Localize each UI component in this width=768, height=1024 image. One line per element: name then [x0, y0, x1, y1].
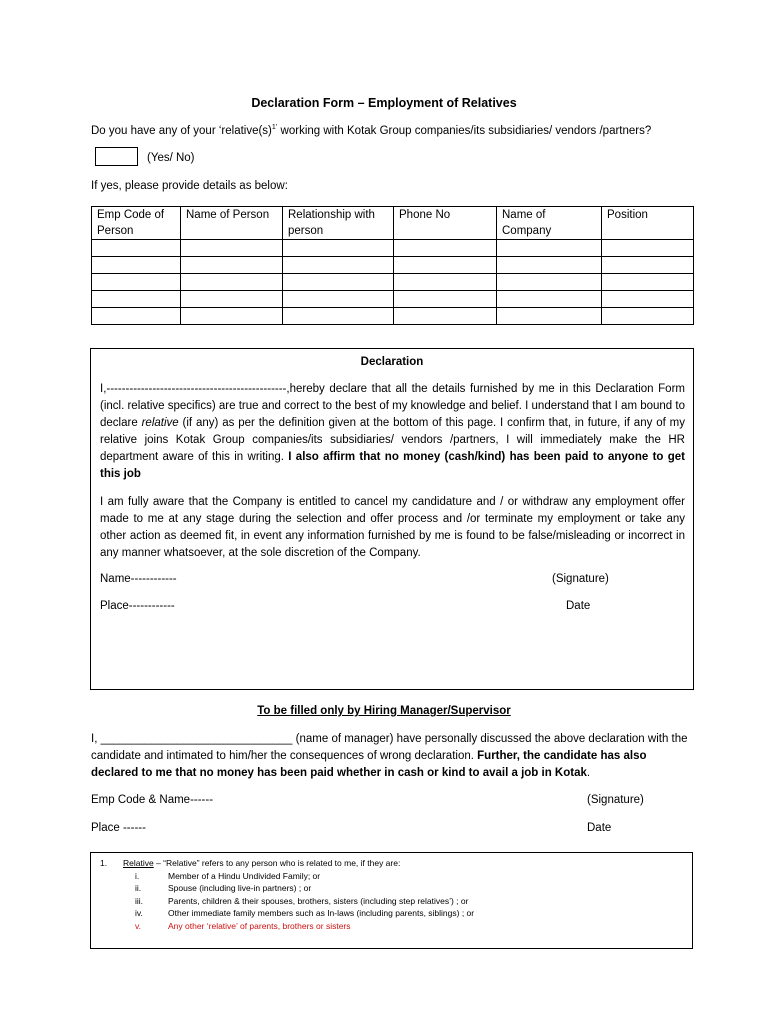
header-phone: Phone No: [394, 207, 497, 240]
footnote-item: [135, 870, 320, 883]
header-relationship: Relationship with person: [283, 207, 394, 240]
table-cell[interactable]: [181, 308, 283, 325]
yes-no-input-box[interactable]: [95, 147, 138, 166]
table-cell[interactable]: [394, 274, 497, 291]
header-emp-code: Emp Code of Person: [92, 207, 181, 240]
table-cell[interactable]: [92, 291, 181, 308]
footnote-roman: v.: [135, 920, 141, 931]
table-cell[interactable]: [394, 240, 497, 257]
table-cell[interactable]: [497, 274, 602, 291]
hm-paragraph-start: I, ______________________________ (name of manager) have personally discussed the above declaration with the candidate and intimated to him/her the consequences of wrong declaration.: [91, 733, 688, 762]
declaration-p1-bold: I also affirm that no money (cash/kind) has been paid to anyone to get this job: [100, 451, 685, 480]
hiring-manager-title: To be filled only by Hiring Manager/Supervisor: [257, 705, 511, 717]
footnote-item: [135, 882, 311, 895]
footnote-item-text: Any other ‘relative’ of parents, brothers or sisters: [168, 920, 351, 931]
footnote-item-text: Member of a Hindu Undivided Family; or: [168, 870, 321, 881]
declaration-signature-field[interactable]: (Signature): [552, 573, 609, 585]
relatives-question: [91, 124, 651, 137]
table-row: [92, 308, 694, 325]
declaration-box: [90, 348, 694, 690]
table-row: [92, 291, 694, 308]
footnote-roman: iv.: [135, 908, 143, 918]
table-cell[interactable]: [394, 308, 497, 325]
footnote-roman: i.: [135, 870, 140, 881]
footnote-item-text: Other immediate family members such as In-laws (including parents, siblings) ; or: [168, 908, 475, 918]
footnote-item: [135, 920, 351, 933]
if-yes-instruction: If yes, please provide details as below:: [91, 180, 288, 192]
header-name: Name of Person: [181, 207, 283, 240]
declaration-paragraph-2: I am fully aware that the Company is entitled to cancel my candidature and / or withdraw any employment offer made to me at any stage during the selection and offer process and /or terminate my employment or take any other action as deemed fit, in event any information furnished by me is found to be false/misleading or incorrect in any manner whatsoever, at the sole discretion of the Company.: [100, 496, 685, 559]
table-row: [92, 240, 694, 257]
table-cell[interactable]: [181, 240, 283, 257]
table-cell[interactable]: [92, 257, 181, 274]
footnote-item: [135, 907, 474, 920]
footnote-number: 1.: [100, 858, 108, 868]
declaration-title: Declaration: [360, 356, 424, 368]
relatives-table: [91, 206, 694, 325]
hm-paragraph-bold: Further, the candidate has also declared to me that no money has been paid whether in cash or kind to avail a job in Kotak: [91, 750, 647, 779]
declaration-p1-start: I,-----------------------------------------------,hereby declare that all the details furnished by me in this Declaration Form (incl. relative specifics) are true and correct to the best of my knowledge and belief. I understand that I am bound to declare: [100, 383, 685, 429]
table-cell[interactable]: [283, 240, 394, 257]
hm-emp-code-field[interactable]: Emp Code & Name------: [91, 794, 214, 806]
declaration-place-field[interactable]: Place------------: [100, 600, 175, 612]
header-position: Position: [602, 207, 694, 240]
table-row: [92, 274, 694, 291]
table-cell[interactable]: [602, 308, 694, 325]
hm-date-field[interactable]: Date: [587, 822, 612, 834]
table-cell[interactable]: [92, 240, 181, 257]
footnote-term: Relative: [123, 858, 154, 868]
table-cell[interactable]: [497, 240, 602, 257]
footnote-ref: 1’: [271, 124, 278, 131]
footnote-item-text: Spouse (including live-in partners) ; or: [168, 883, 312, 893]
declaration-p1-mid: (if any) as per the definition given at the bottom of this page. I confirm that, in future, if any of my relative joins Kotak Group companies/its subsidiaries/ vendors /partners, I will immediately make the HR department aware of this in writing.: [100, 417, 685, 463]
table-cell[interactable]: [497, 257, 602, 274]
footnote-roman: iii.: [135, 895, 144, 906]
footnote-item: [135, 895, 468, 908]
header-company: Name of Company: [497, 207, 602, 240]
table-row: [92, 257, 694, 274]
table-header-row: [92, 207, 694, 240]
hm-place-field[interactable]: Place ------: [91, 822, 146, 834]
footnote-lead-text: – “Relative” refers to any person who is related to me, if they are:: [153, 858, 401, 868]
table-cell[interactable]: [181, 274, 283, 291]
table-cell[interactable]: [181, 257, 283, 274]
table-cell[interactable]: [92, 274, 181, 291]
form-title: Declaration Form – Employment of Relatives: [251, 96, 517, 110]
table-cell[interactable]: [602, 240, 694, 257]
table-cell[interactable]: [283, 291, 394, 308]
table-cell[interactable]: [92, 308, 181, 325]
footnote-lead: [123, 857, 400, 870]
declaration-name-field[interactable]: Name------------: [100, 573, 177, 585]
table-cell[interactable]: [181, 291, 283, 308]
hm-signature-field[interactable]: (Signature): [587, 794, 644, 806]
footnote-item-text: Parents, children & their spouses, brothers, sisters (including step relatives’) ; or: [168, 895, 469, 906]
table-cell[interactable]: [283, 308, 394, 325]
declaration-p1-italic: relative: [141, 417, 179, 429]
table-cell[interactable]: [497, 291, 602, 308]
table-cell[interactable]: [602, 291, 694, 308]
table-cell[interactable]: [283, 257, 394, 274]
declaration-date-field[interactable]: Date: [566, 600, 591, 612]
question-text: Do you have any of your ‘relative(s): [91, 124, 272, 137]
question-rest: working with Kotak Group companies/its subsidiaries/ vendors /partners?: [277, 124, 652, 137]
table-cell[interactable]: [394, 257, 497, 274]
footnote-box: [90, 852, 693, 949]
declaration-paragraph-1: [100, 381, 685, 483]
table-cell[interactable]: [283, 274, 394, 291]
hm-paragraph-end: .: [586, 767, 591, 779]
table-cell[interactable]: [394, 291, 497, 308]
table-cell[interactable]: [602, 274, 694, 291]
table-cell[interactable]: [602, 257, 694, 274]
hiring-manager-paragraph: [91, 731, 691, 782]
footnote-roman: ii.: [135, 883, 142, 893]
yes-no-label: (Yes/ No): [147, 152, 195, 164]
table-cell[interactable]: [497, 308, 602, 325]
